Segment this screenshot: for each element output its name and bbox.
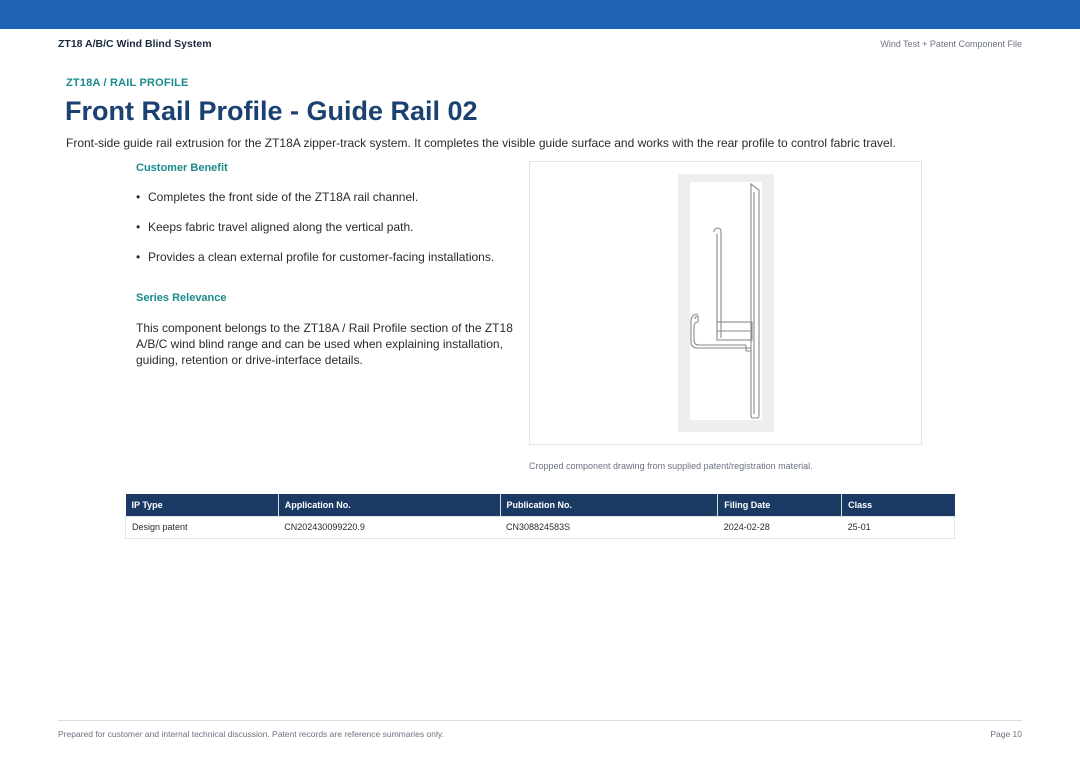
cell-filing-date: 2024-02-28 bbox=[718, 516, 842, 538]
column-header-filing-date: Filing Date bbox=[718, 494, 842, 516]
top-bar bbox=[0, 0, 1080, 29]
section-eyebrow: ZT18A / RAIL PROFILE bbox=[66, 77, 189, 89]
customer-benefit-heading: Customer Benefit bbox=[136, 162, 228, 174]
component-drawing bbox=[529, 161, 922, 445]
rail-profile-drawing bbox=[530, 162, 923, 446]
column-header-class: Class bbox=[842, 494, 955, 516]
column-header-publication-no: Publication No. bbox=[500, 494, 718, 516]
page-number: Page 10 bbox=[990, 729, 1022, 739]
cell-publication-no: CN308824583S bbox=[500, 516, 718, 538]
table-header-row bbox=[126, 494, 955, 516]
document-file-label: Wind Test + Patent Component File bbox=[880, 39, 1022, 49]
table-row bbox=[126, 516, 955, 538]
cell-ip-type: Design patent bbox=[126, 516, 279, 538]
page-subtitle: Front-side guide rail extrusion for the ZT18A zipper-track system. It completes the visible guide surface and works with the rear profile to control fabric travel. bbox=[66, 136, 896, 150]
column-header-ip-type: IP Type bbox=[126, 494, 279, 516]
series-relevance-heading: Series Relevance bbox=[136, 292, 227, 304]
document-series-title: ZT18 A/B/C Wind Blind System bbox=[58, 38, 212, 50]
list-item bbox=[136, 220, 526, 250]
ip-record-table bbox=[125, 494, 955, 539]
bullet-icon: • bbox=[136, 250, 141, 264]
bullet-icon: • bbox=[136, 190, 141, 204]
customer-benefit-list bbox=[136, 190, 526, 280]
list-item bbox=[136, 250, 526, 280]
figure-caption: Cropped component drawing from supplied patent/registration material. bbox=[529, 461, 813, 471]
bullet-icon: • bbox=[136, 220, 141, 234]
list-item bbox=[136, 190, 526, 220]
footer-disclaimer: Prepared for customer and internal technical discussion. Patent records are reference summaries only. bbox=[58, 729, 444, 739]
footer-divider bbox=[58, 720, 1022, 721]
cell-application-no: CN202430099220.9 bbox=[278, 516, 500, 538]
list-item-text: Keeps fabric travel aligned along the vertical path. bbox=[148, 220, 414, 234]
series-relevance-text: This component belongs to the ZT18A / Rail Profile section of the ZT18 A/B/C wind blind range and can be used when explaining installation, guiding, retention or drive-interface details. bbox=[136, 321, 513, 367]
list-item-text: Completes the front side of the ZT18A rail channel. bbox=[148, 190, 419, 204]
column-header-application-no: Application No. bbox=[278, 494, 500, 516]
cell-class: 25-01 bbox=[842, 516, 955, 538]
list-item-text: Provides a clean external profile for customer-facing installations. bbox=[148, 250, 495, 264]
page-title: Front Rail Profile - Guide Rail 02 bbox=[65, 96, 478, 126]
